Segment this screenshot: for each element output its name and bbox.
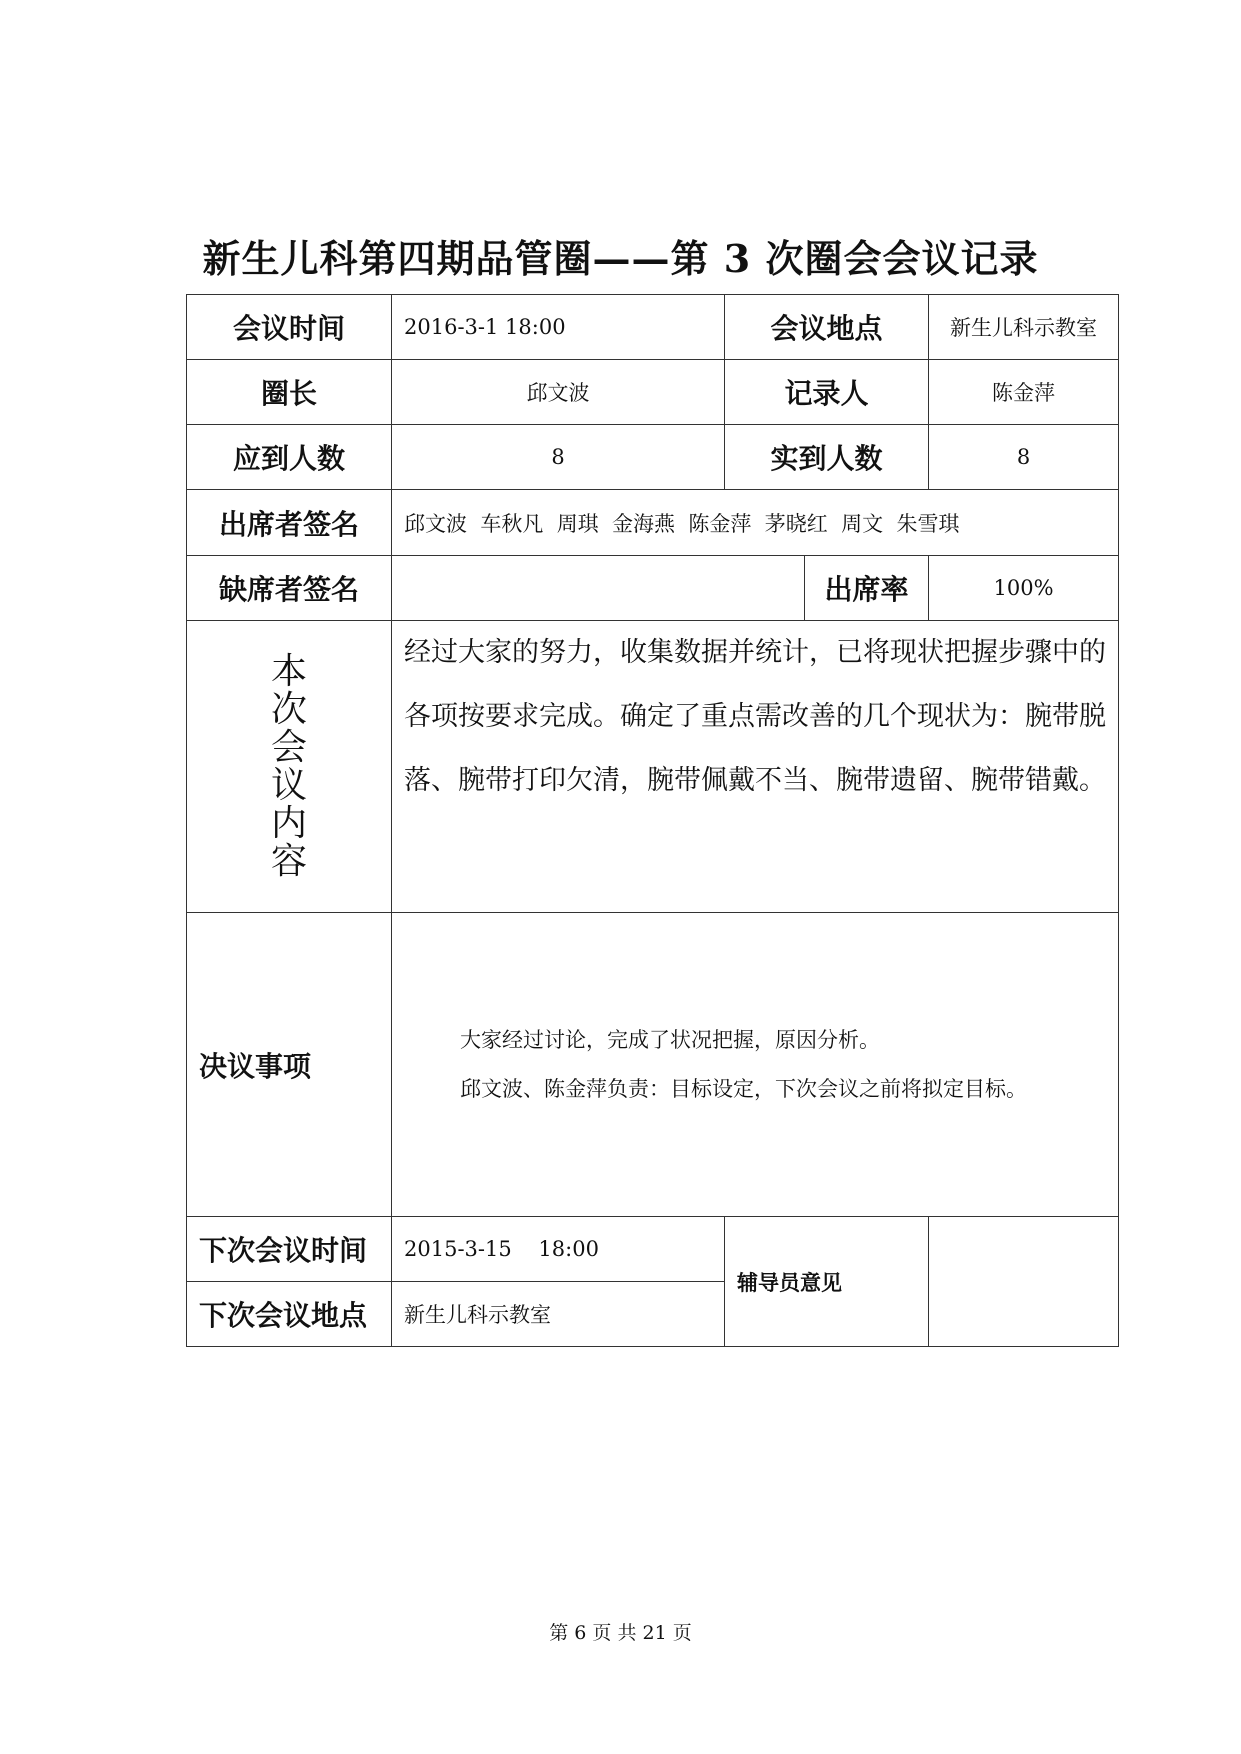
advisor-value (929, 1217, 1119, 1347)
content-label (187, 621, 392, 913)
advisor-label: 辅导员意见 (725, 1217, 929, 1347)
row-leader (187, 360, 1119, 425)
meeting-time-value: 2016-3-1 18:00 (392, 295, 725, 360)
attendance-rate-value: 100% (929, 556, 1119, 621)
attendees-value: 邱文波 车秋凡 周琪 金海燕 陈金萍 茅晓红 周文 朱雪琪 (392, 490, 1119, 556)
row-resolution (187, 913, 1119, 1217)
next-place-label: 下次会议地点 (187, 1282, 392, 1347)
meeting-place-value: 新生儿科示教室 (929, 295, 1119, 360)
content-label-char: 内 (270, 802, 307, 844)
row-meeting-time (187, 295, 1119, 360)
resolution-content (392, 913, 1119, 1217)
resolution-label: 决议事项 (187, 913, 392, 1217)
row-content (187, 621, 1119, 913)
next-time-label: 下次会议时间 (187, 1217, 392, 1282)
absentees-label: 缺席者签名 (187, 556, 392, 621)
content-label-char: 次 (270, 688, 307, 730)
content-label-char: 本 (270, 650, 307, 692)
row-next-time (187, 1217, 1119, 1282)
meeting-time-label: 会议时间 (187, 295, 392, 360)
content-label-char: 议 (270, 764, 307, 806)
meeting-place-label: 会议地点 (725, 295, 929, 360)
row-attendees (187, 490, 1119, 556)
next-place-value: 新生儿科示教室 (392, 1282, 725, 1347)
recorder-value: 陈金萍 (929, 360, 1119, 425)
page-footer: 第 6 页 共 21 页 (549, 1622, 692, 1644)
actual-count-value: 8 (929, 425, 1119, 490)
meeting-record-table (186, 294, 1119, 1347)
actual-count-label: 实到人数 (725, 425, 929, 490)
resolution-line: 邱文波、陈金萍负责：目标设定，下次会议之前将拟定目标。 (460, 1076, 1027, 1101)
expected-count-value: 8 (392, 425, 725, 490)
expected-count-label: 应到人数 (187, 425, 392, 490)
circle-leader-label: 圈长 (187, 360, 392, 425)
page-title: 新生儿科第四期品管圈——第 3 次圈会会议记录 (202, 236, 1039, 281)
attendees-label: 出席者签名 (187, 490, 392, 556)
absentees-value (392, 556, 805, 621)
content-text: 经过大家的努力，收集数据并统计，已将现状把握步骤中的各项按要求完成。确定了重点需改善的几个现状为：腕带脱落、腕带打印欠清，腕带佩戴不当、腕带遗留、腕带错戴。 (392, 621, 1119, 913)
attendance-rate-label: 出席率 (805, 556, 929, 621)
row-counts (187, 425, 1119, 490)
recorder-label: 记录人 (725, 360, 929, 425)
content-label-char: 容 (270, 840, 307, 882)
resolution-line: 大家经过讨论，完成了状况把握，原因分析。 (460, 1027, 880, 1052)
row-absentees (187, 556, 1119, 621)
circle-leader-value: 邱文波 (392, 360, 725, 425)
content-label-char: 会 (270, 726, 307, 768)
next-time-value: 2015-3-15 18:00 (392, 1217, 725, 1282)
